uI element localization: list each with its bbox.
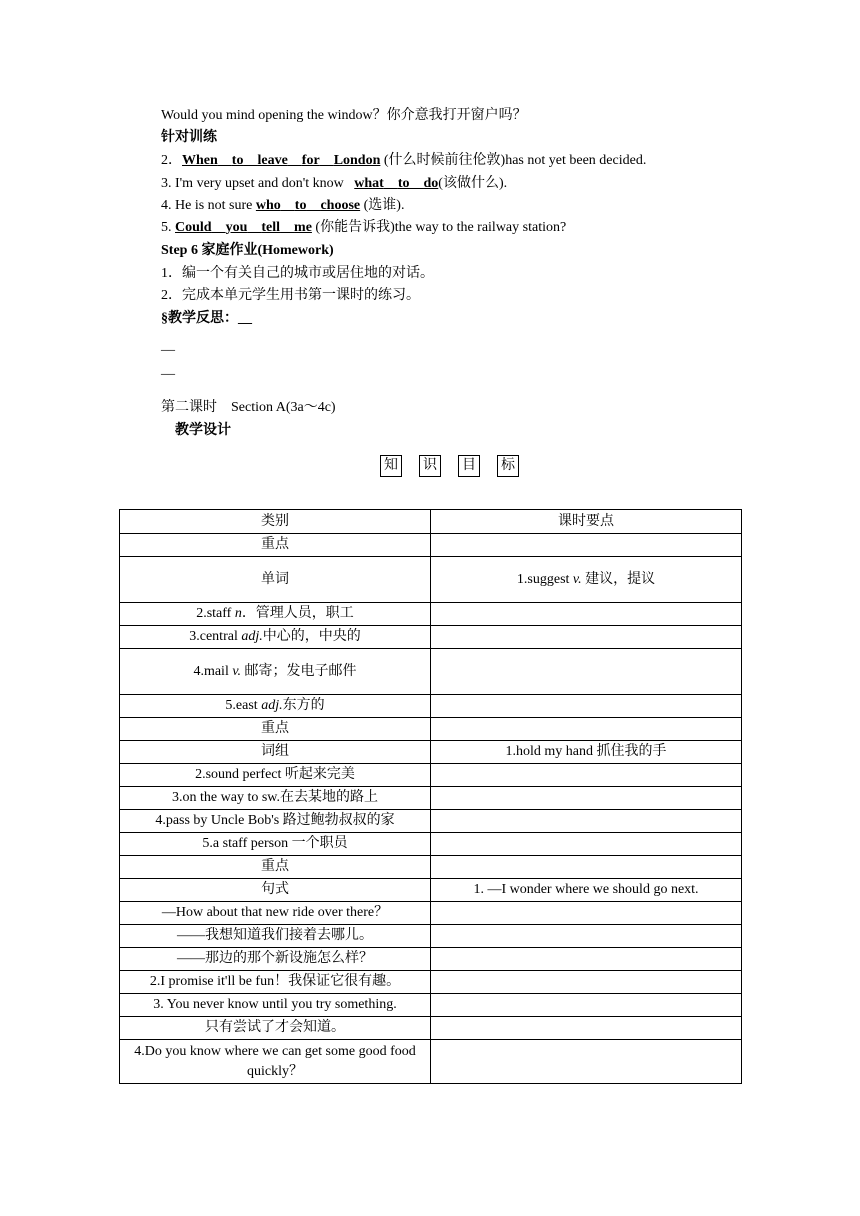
answer-blank: When to leave for London: [182, 153, 381, 168]
exercise-3: 3. I'm very upset and don't know what to do(该做什么).: [161, 176, 508, 191]
table-row: ——我想知道我们接着去哪儿。: [120, 925, 742, 948]
word-1-cell: 1.suggest v. 建议，提议: [431, 557, 742, 603]
homework-item-1: 1．编一个有关自己的城市或居住地的对话。: [161, 266, 434, 281]
answer-blank: who to choose: [255, 198, 361, 213]
word-3-cell: 3.central adj.中心的，中央的: [120, 626, 431, 649]
table-row: ——那边的那个新设施怎么样？: [120, 948, 742, 971]
table-row: [120, 695, 742, 718]
word-4-cell: 4.mail v. 邮寄；发电子邮件: [120, 649, 431, 695]
table-row: 单词 1.suggest v. 建议，提议: [120, 557, 742, 603]
knowledge-goals-table: [119, 509, 742, 1084]
reflection-blank-2: __: [161, 362, 175, 377]
table-row: 4.pass by Uncle Bob's 路过鲍勃叔叔的家: [120, 810, 742, 833]
example-sentence: Would you mind opening the window？你介意我打开窗户吗？: [161, 108, 527, 123]
exercise-number: 2．: [161, 153, 182, 168]
lesson-title: 第二课时 Section A(3a～4c): [161, 400, 336, 415]
table-row: 重点: [120, 718, 742, 741]
table-row: 只有尝试了才会知道。: [120, 1017, 742, 1040]
exercise-5: 5. Could you tell me (你能告诉我)the way to the railway station?: [161, 220, 567, 235]
answer-blank: what to do: [354, 176, 439, 191]
exercise-2: 2．When to leave for London (什么时候前往伦敦)has not yet been decided.: [161, 153, 647, 168]
title-char-box: 知: [380, 455, 402, 477]
homework-item-2: 2．完成本单元学生用书第一课时的练习。: [161, 288, 420, 303]
word-2-cell: 2.staff n．管理人员，职工: [120, 603, 431, 626]
table-row: [120, 603, 742, 626]
table-row: 重点: [120, 534, 742, 557]
table-row: 3. You never know until you try something.: [120, 994, 742, 1017]
teaching-design-heading: 教学设计: [175, 423, 231, 438]
table-header-row: [120, 510, 742, 534]
table-row: 4.Do you know where we can get some good food quickly？: [120, 1040, 742, 1084]
knowledge-goals-title: [380, 455, 519, 477]
table-row: 重点: [120, 856, 742, 879]
answer-blank: Could you tell me: [175, 220, 312, 235]
table-row: 句式 1. —I wonder where we should go next.: [120, 879, 742, 902]
practice-heading: 针对训练: [161, 130, 217, 145]
table-row: [120, 649, 742, 695]
reflection-heading: §教学反思：__: [161, 311, 252, 326]
title-char-box: 标: [497, 455, 519, 477]
title-char-box: 识: [419, 455, 441, 477]
word-5-cell: 5.east adj.东方的: [120, 695, 431, 718]
reflection-blank-1: __: [161, 338, 175, 353]
header-category: 类别: [120, 510, 431, 534]
header-key-points: 课时要点: [431, 510, 742, 534]
exercise-4: 4. He is not sure who to choose (选谁).: [161, 198, 405, 213]
table-row: 词组 1.hold my hand 抓住我的手: [120, 741, 742, 764]
table-row: 2.I promise it'll be fun！我保证它很有趣。: [120, 971, 742, 994]
step6-heading: Step 6 家庭作业(Homework): [161, 243, 334, 258]
table-row: [120, 626, 742, 649]
table-row: 2.sound perfect 听起来完美: [120, 764, 742, 787]
title-char-box: 目: [458, 455, 480, 477]
table-row: 3.on the way to sw.在去某地的路上: [120, 787, 742, 810]
table-row: 5.a staff person 一个职员: [120, 833, 742, 856]
table-row: —How about that new ride over there？: [120, 902, 742, 925]
